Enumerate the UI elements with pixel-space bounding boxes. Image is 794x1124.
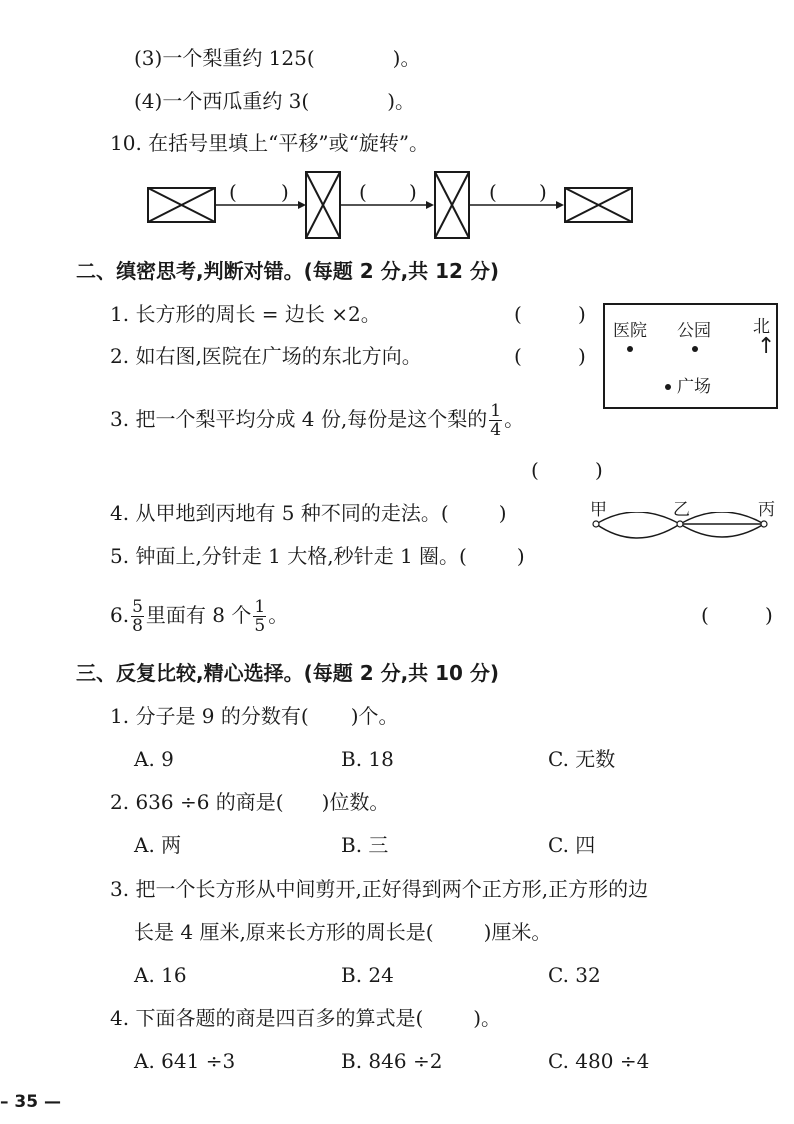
- s2-item-3-open: (: [531, 458, 539, 482]
- q10-blank-3-open: (: [489, 180, 497, 204]
- s3-q4-option-a: A. 641 ÷3: [134, 1049, 236, 1073]
- fraction-numerator: 1: [490, 401, 502, 421]
- s2-item-6-close: ): [765, 603, 773, 627]
- q10-title: 10. 在括号里填上“平移”或“旋转”。: [110, 131, 430, 155]
- s3-q1: [110, 704, 399, 728]
- s3-q3-line-2: [134, 920, 551, 944]
- point-jia: [593, 521, 599, 527]
- s2-item-2-close: ): [578, 344, 586, 368]
- direction-map: [603, 303, 778, 409]
- s3-q1-option-a: A. 9: [134, 747, 174, 771]
- s3-q1-text: 1. 分子是 9 的分数有(: [110, 704, 309, 728]
- s2-item-3-text: 3. 把一个梨平均分成 4 份,每份是这个梨的: [110, 407, 488, 431]
- fraction-numerator: 1: [254, 597, 266, 617]
- s2-item-3-close: ): [595, 458, 603, 482]
- fraction-denominator: 8: [132, 616, 143, 636]
- s2-item-6: [110, 593, 288, 637]
- fraction-five-eighths: [131, 598, 144, 635]
- item-4-close: )。: [387, 89, 416, 113]
- s3-q2-option-c: C. 四: [548, 833, 596, 857]
- shape-2-vertical: [306, 172, 340, 238]
- map-dot-square: [665, 384, 671, 390]
- s3-q4-option-c: C. 480 ÷4: [548, 1049, 650, 1073]
- route-jia-yi-lower: [596, 524, 680, 538]
- s3-q3-line-2-end: )厘米。: [483, 920, 552, 944]
- s2-item-4-text: 4. 从甲地到丙地有 5 种不同的走法。(: [110, 501, 449, 525]
- s3-q1-option-b: B. 18: [341, 747, 394, 771]
- q10-blank-2-open: (: [359, 180, 367, 204]
- route-yi-bing-lower: [680, 524, 764, 537]
- s3-q3-option-a: A. 16: [134, 963, 187, 987]
- q10-blank-2-close: ): [409, 180, 417, 204]
- route-jia-yi-upper: [596, 512, 680, 524]
- map-dot-park: [692, 346, 698, 352]
- s2-item-3: [110, 397, 524, 441]
- s2-item-1-open: (: [514, 302, 522, 326]
- shape-4-horizontal: [565, 188, 632, 222]
- point-yi: [677, 521, 683, 527]
- q10-transform-diagram: [140, 168, 640, 240]
- route-label-yi: 乙: [673, 500, 690, 520]
- map-label-park: 公园: [677, 321, 711, 341]
- s3-q2: [110, 790, 389, 814]
- fraction-denominator: 5: [254, 616, 266, 636]
- s3-q1-end: )个。: [350, 704, 399, 728]
- shape-3-vertical: [435, 172, 469, 238]
- s2-item-5-close: ): [516, 544, 525, 568]
- item-4-text: (4)一个西瓜重约 3(: [134, 89, 310, 113]
- s2-item-5-text: 5. 钟面上,分针走 1 大格,秒针走 1 圈。(: [110, 544, 467, 568]
- item-3-close: )。: [392, 46, 421, 70]
- fraction-one-fifth: [253, 598, 266, 635]
- s2-item-4-close: ): [498, 501, 507, 525]
- page-number: – 35 —: [0, 1092, 61, 1112]
- s3-q2-end: )位数。: [321, 790, 390, 814]
- item-3-weight-pear: [134, 46, 420, 70]
- s3-q4-text: 4. 下面各题的商是四百多的算式是(: [110, 1006, 424, 1030]
- q10-blank-3-close: ): [539, 180, 547, 204]
- fraction-numerator: 5: [132, 597, 143, 617]
- s3-q3-line-1: 3. 把一个长方形从中间剪开,正好得到两个正方形,正方形的边: [110, 877, 649, 901]
- s2-item-1: 1. 长方形的周长 = 边长 ×2。: [110, 302, 381, 326]
- s3-q4-option-b: B. 846 ÷2: [341, 1049, 443, 1073]
- s3-q3-line-2-text: 长是 4 厘米,原来长方形的周长是(: [134, 920, 434, 944]
- s2-item-1-close: ): [578, 302, 586, 326]
- q10-blank-1-open: (: [229, 180, 237, 204]
- s3-q3-option-c: C. 32: [548, 963, 601, 987]
- s2-item-3-end: 。: [504, 407, 525, 431]
- fraction-denominator: 4: [490, 420, 502, 440]
- s3-q2-option-b: B. 三: [341, 833, 389, 857]
- s2-item-6-end: 。: [268, 603, 289, 627]
- s2-item-6-num: 6.: [110, 603, 130, 627]
- route-label-bing: 丙: [758, 500, 775, 520]
- map-label-square: 广场: [677, 377, 711, 397]
- map-label-hospital: 医院: [613, 321, 647, 341]
- map-label-north: 北: [753, 317, 770, 337]
- q10-blank-1-close: ): [281, 180, 289, 204]
- routes-diagram: [588, 512, 772, 558]
- s3-q2-option-a: A. 两: [134, 833, 182, 857]
- arrow-1-head: [298, 201, 306, 209]
- section-2-heading: 二、缜密思考,判断对错。(每题 2 分,共 12 分): [76, 259, 500, 283]
- point-bing: [761, 521, 767, 527]
- route-yi-bing-upper: [680, 512, 764, 524]
- s2-item-2-open: (: [514, 344, 522, 368]
- item-3-text: (3)一个梨重约 125(: [134, 46, 315, 70]
- fraction-one-quarter: [489, 402, 502, 439]
- s3-q2-text: 2. 636 ÷6 的商是(: [110, 790, 284, 814]
- s3-q3-option-b: B. 24: [341, 963, 394, 987]
- shape-1-horizontal: [148, 188, 215, 222]
- arrow-2-head: [426, 201, 434, 209]
- section-3-heading: 三、反复比较,精心选择。(每题 2 分,共 10 分): [76, 661, 500, 685]
- item-4-weight-watermelon: [134, 89, 415, 113]
- s2-item-5: [110, 544, 525, 568]
- s3-q4-end: )。: [473, 1006, 502, 1030]
- north-arrow-icon: ↑: [757, 334, 776, 359]
- route-label-jia: 甲: [590, 500, 607, 520]
- map-dot-hospital: [627, 346, 633, 352]
- s2-item-4: [110, 501, 507, 525]
- s2-item-6-mid: 里面有 8 个: [145, 603, 252, 627]
- s3-q4: [110, 1006, 501, 1030]
- s2-item-6-open: (: [701, 603, 709, 627]
- s3-q1-option-c: C. 无数: [548, 747, 616, 771]
- arrow-3-head: [556, 201, 564, 209]
- s2-item-2: 2. 如右图,医院在广场的东北方向。: [110, 344, 422, 368]
